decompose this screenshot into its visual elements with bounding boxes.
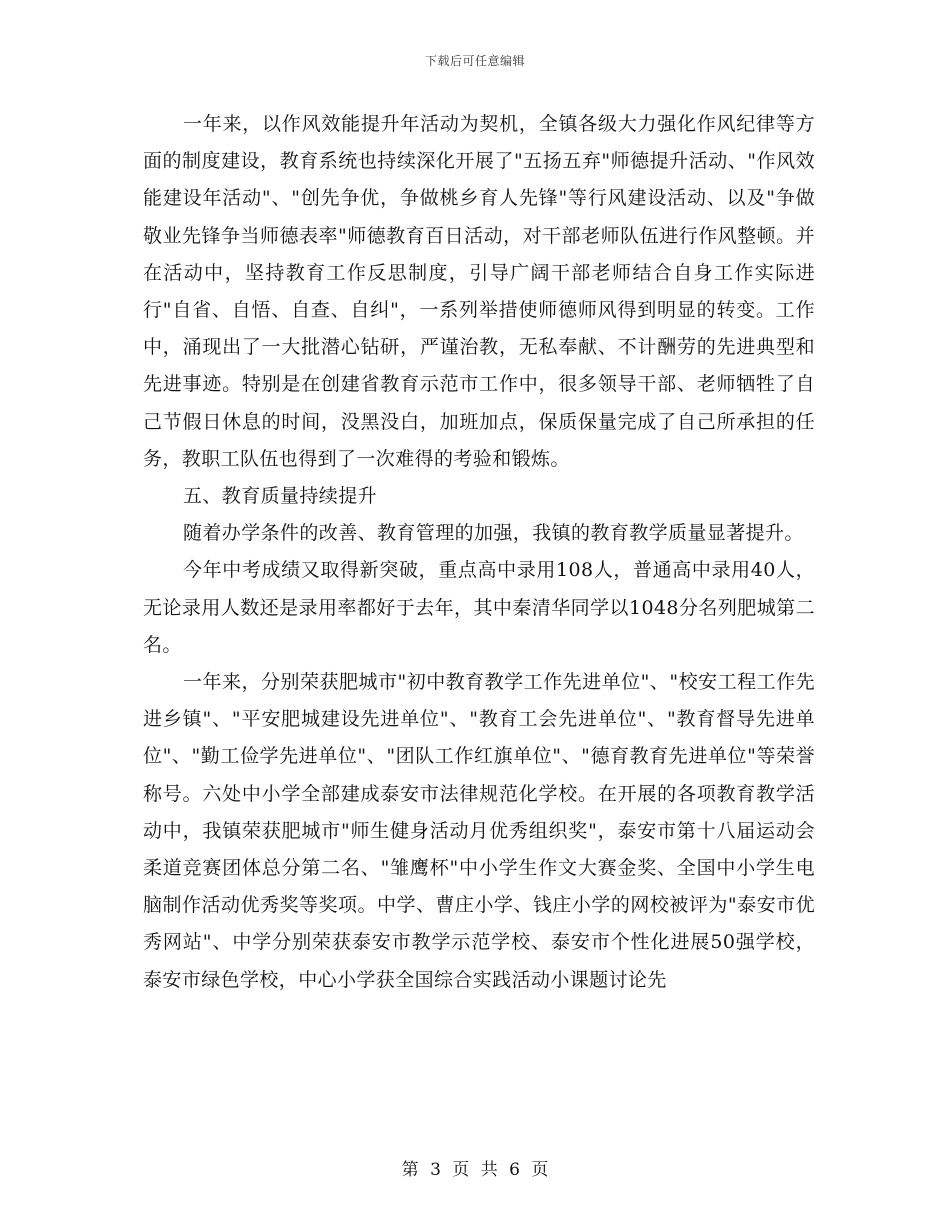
page-number-footer: 第 3 页 共 6 页	[401, 1160, 549, 1180]
page-header-note: 下载后可任意编辑	[424, 54, 525, 68]
section-heading-education-quality: 五、教育质量持续提升	[183, 485, 378, 508]
document-body	[143, 106, 815, 999]
paragraph-honors: 一年来，分别荣获肥城市"初中教育教学工作先进单位"、"校安工程工作先进乡镇"、"平安肥城建设先进单位"、"教育工会先进单位"、"教育督导先进单位"、"勤工俭学先进单位"、"团队工作红旗单位"、"德育教育先进单位"等荣誉称号。六处中小学全部建成泰安市法律规范化学校。在开展的各项教育教学活动中，我镇荣获肥城市"师生健身活动月优秀组织奖"，泰安市第十八届运动会柔道竞赛团体总分第二名、"雏鹰杯"中小学生作文大赛金奖、全国中小学生电脑制作活动优秀奖等奖项。中学、曹庄小学、钱庄小学的网校被评为"泰安市优秀网站"、中学分别荣获泰安市教学示范学校、泰安市个性化进展50强学校，泰安市绿色学校，中心小学获全国综合实践活动小课题讨论先	[143, 671, 815, 991]
paragraph-quality-improvement: 随着办学条件的改善、教育管理的加强，我镇的教育教学质量显著提升。	[183, 522, 804, 545]
paragraph-exam-results: 今年中考成绩又取得新突破，重点高中录用108人，普通高中录用40人，无论录用人数还是录用率都好于去年，其中秦清华同学以1048分名列肥城第二名。	[143, 559, 815, 656]
paragraph-style-discipline: 一年来，以作风效能提升年活动为契机，全镇各级大力强化作风纪律等方面的制度建设，教育系统也持续深化开展了"五扬五弃"师德提升活动、"作风效能建设年活动"、"创先争优，争做桃乡育人先锋"等行风建设活动、以及"争做敬业先锋争当师德表率"师德教育百日活动，对干部老师队伍进行作风整顿。并在活动中，坚持教育工作反思制度，引导广阔干部老师结合自身工作实际进行"自省、自悟、自查、自纠"，一系列举措使师德师风得到明显的转变。工作中，涌现出了一大批潜心钻研，严谨治教，无私奉献、不计酬劳的先进典型和先进事迹。特别是在创建省教育示范市工作中，很多领导干部、老师牺牲了自己节假日休息的时间，没黑没白，加班加点，保质保量完成了自己所承担的任务，教职工队伍也得到了一次难得的考验和锻炼。	[143, 113, 815, 470]
